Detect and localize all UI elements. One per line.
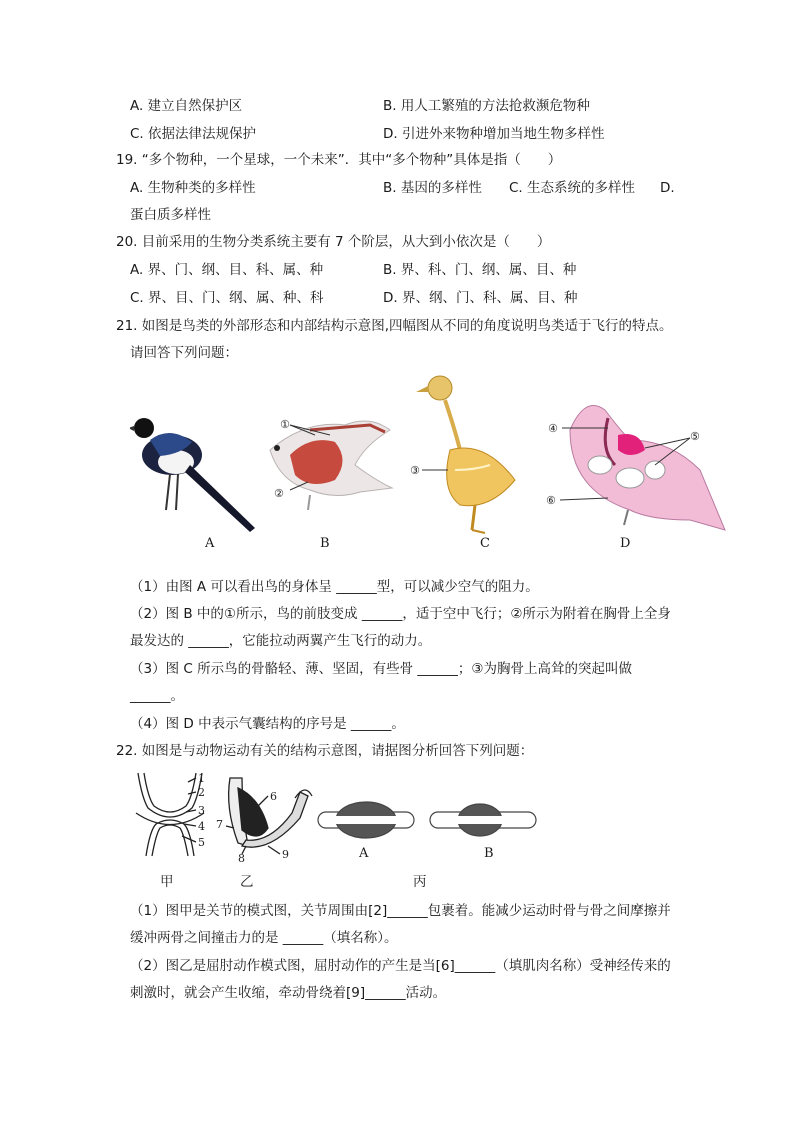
elbow-flexion-illustration bbox=[226, 778, 312, 854]
bing-b-illustration bbox=[430, 804, 536, 836]
figure-label-b: B bbox=[320, 536, 330, 551]
q21-sub2-line2: 最发达的 ______，它能拉动两翼产生飞行的动力。 bbox=[130, 633, 432, 649]
svg-text:4: 4 bbox=[198, 820, 205, 833]
q18-option-a: A. 建立自然保护区 bbox=[130, 98, 243, 114]
svg-text:7: 7 bbox=[216, 818, 223, 831]
q22-sub1-line2: 缓冲两骨之间撞击力的是 ______（填名称）。 bbox=[130, 930, 398, 946]
q19-option-b: B. 基因的多样性 bbox=[383, 180, 482, 196]
svg-text:③: ③ bbox=[410, 464, 420, 477]
q19-option-c: C. 生态系统的多样性 bbox=[509, 180, 636, 196]
q21-stem-line1: 21. 如图是鸟类的外部形态和内部结构示意图,四幅图从不同的角度说明鸟类适于飞行的特点。 bbox=[116, 318, 673, 334]
q18-option-c: C. 依据法律法规保护 bbox=[130, 126, 257, 142]
q18-option-d: D. 引进外来物种增加当地生物多样性 bbox=[383, 126, 605, 142]
svg-text:1: 1 bbox=[198, 772, 205, 785]
q22-sub2-line2: 刺激时，就会产生收缩，牵动骨绕着[9]______活动。 bbox=[130, 985, 447, 1001]
q19-stem: 19. “多个物种，一个星球，一个未来”．其中“多个物种”具体是指（ ） bbox=[116, 152, 562, 168]
bird-skeleton-illustration bbox=[410, 376, 515, 533]
q18-option-b: B. 用人工繁殖的方法抢救濒危物种 bbox=[383, 98, 590, 114]
svg-text:①: ① bbox=[280, 418, 290, 431]
svg-text:④: ④ bbox=[548, 422, 558, 435]
bird-figure bbox=[130, 370, 730, 555]
q22-stem: 22. 如图是与动物运动有关的结构示意图，请据图分析回答下列问题： bbox=[116, 743, 534, 759]
figure-label-c: C bbox=[480, 536, 490, 551]
bing-sub-b: B bbox=[484, 846, 494, 861]
q21-sub3-line2: ______。 bbox=[130, 688, 184, 704]
figure-label-d: D bbox=[620, 536, 631, 551]
caption-jia: 甲 bbox=[160, 874, 174, 890]
pigeon-airsac-illustration bbox=[546, 406, 725, 531]
q20-option-b: B. 界、科、门、纲、属、目、种 bbox=[383, 262, 577, 278]
caption-yi: 乙 bbox=[240, 874, 254, 890]
magpie-illustration bbox=[130, 418, 255, 532]
svg-text:9: 9 bbox=[282, 848, 289, 861]
q22-sub2-line1: （2）图乙是屈肘动作模式图，屈肘动作的产生是当[6]______（填肌肉名称）受神经传来的 bbox=[130, 958, 671, 974]
q21-stem-line2: 请回答下列问题： bbox=[130, 345, 238, 361]
q19-option-a: A. 生物种类的多样性 bbox=[130, 180, 256, 196]
joint-model-illustration bbox=[136, 773, 204, 856]
q21-sub4: （4）图 D 中表示气囊结构的序号是 ______。 bbox=[130, 716, 405, 732]
q20-option-c: C. 界、目、门、纲、属、种、科 bbox=[130, 290, 324, 306]
bird-figure-svg bbox=[130, 370, 730, 555]
svg-text:⑤: ⑤ bbox=[690, 430, 700, 443]
caption-bing: 丙 bbox=[413, 874, 427, 890]
q21-sub1: （1）由图 A 可以看出鸟的身体呈 ______型，可以减少空气的阻力。 bbox=[130, 579, 539, 595]
q22-sub1-line1: （1）图甲是关节的模式图，关节周围由[2]______包裹着。能减少运动时骨与骨之间摩擦并 bbox=[130, 903, 671, 919]
figure-label-a: A bbox=[205, 536, 215, 551]
svg-text:3: 3 bbox=[198, 804, 205, 817]
bing-a-illustration bbox=[318, 802, 414, 838]
svg-text:2: 2 bbox=[198, 786, 205, 799]
svg-text:⑥: ⑥ bbox=[546, 494, 556, 507]
q19-option-d-cont: 蛋白质多样性 bbox=[130, 207, 211, 223]
svg-text:5: 5 bbox=[198, 836, 205, 849]
q19-option-d: D. bbox=[660, 180, 675, 196]
q20-option-d: D. 界、纲、门、科、属、目、种 bbox=[383, 290, 578, 306]
q21-sub2-line1: （2）图 B 中的①所示，鸟的前肢变成 ______，适于空中飞行；②所示为附着在胸骨上全身 bbox=[130, 606, 671, 622]
svg-text:8: 8 bbox=[238, 852, 245, 865]
q20-option-a: A. 界、门、纲、目、科、属、种 bbox=[130, 262, 324, 278]
q21-sub3-line1: （3）图 C 所示鸟的骨骼轻、薄、坚固，有些骨 ______；③为胸骨上高耸的突起叫做 bbox=[130, 661, 632, 677]
dove-muscle-illustration bbox=[270, 418, 392, 510]
svg-text:6: 6 bbox=[270, 790, 277, 803]
bing-sub-a: A bbox=[359, 846, 369, 861]
q20-stem: 20. 目前采用的生物分类系统主要有 7 个阶层，从大到小依次是（ ） bbox=[116, 234, 551, 250]
svg-text:②: ② bbox=[274, 487, 284, 500]
